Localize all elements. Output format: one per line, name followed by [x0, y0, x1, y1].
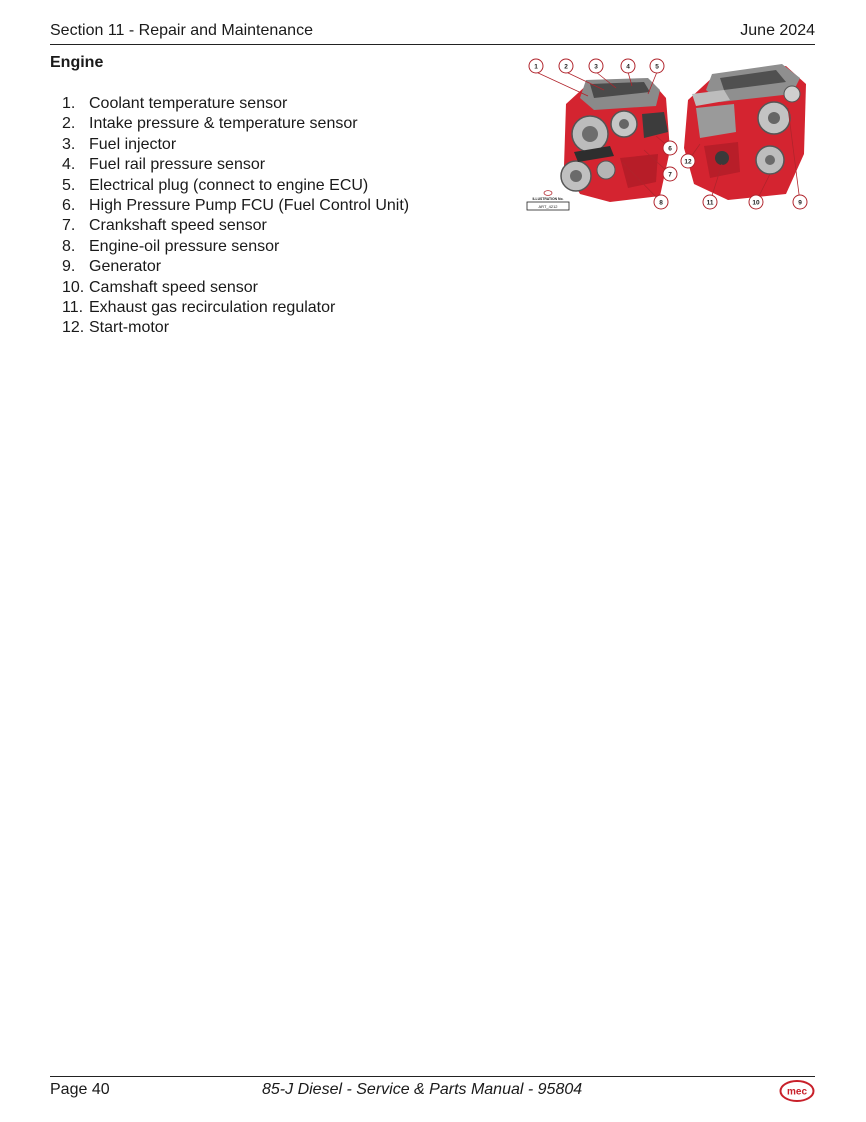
engine-right-view: [684, 64, 806, 200]
svg-text:11: 11: [706, 199, 714, 207]
header-date: June 2024: [740, 22, 815, 39]
svg-text:1: 1: [534, 63, 538, 71]
list-item: 9. Generator: [62, 258, 162, 276]
svg-text:5: 5: [655, 63, 659, 71]
svg-text:ART_4212: ART_4212: [538, 204, 558, 209]
svg-text:4: 4: [626, 63, 630, 71]
page-number: Page 40: [50, 1081, 110, 1098]
list-item: 5. Electrical plug (connect to engine ECU): [62, 176, 369, 194]
list-item: 2. Intake pressure & temperature sensor: [62, 115, 358, 133]
svg-text:10: 10: [752, 199, 760, 207]
list-item: 12. Start-motor: [62, 319, 170, 337]
manual-title: 85-J Diesel - Service & Parts Manual - 95804: [262, 1081, 583, 1098]
svg-text:3: 3: [594, 63, 598, 71]
page-header: [50, 22, 815, 45]
svg-text:7: 7: [668, 171, 672, 179]
svg-text:mec: mec: [786, 1086, 808, 1098]
list-item: 10. Camshaft speed sensor: [62, 278, 258, 296]
svg-text:2: 2: [564, 63, 568, 71]
section-title: Engine: [50, 54, 104, 71]
list-item: 3. Fuel injector: [62, 135, 177, 153]
list-item: 4. Fuel rail pressure sensor: [62, 156, 266, 174]
engine-left-view: [561, 78, 670, 202]
illustration-stamp: [527, 191, 569, 210]
list-item: 8. Engine-oil pressure sensor: [62, 237, 280, 255]
section-label: Section 11 - Repair and Maintenance: [50, 22, 313, 39]
svg-text:8: 8: [659, 199, 663, 207]
list-item: 7. Crankshaft speed sensor: [62, 217, 267, 235]
list-item: 1. Coolant temperature sensor: [62, 95, 288, 112]
svg-text:ILLUSTRATION No.: ILLUSTRATION No.: [532, 197, 564, 201]
list-item: 6. High Pressure Pump FCU (Fuel Control Unit): [62, 197, 410, 215]
svg-text:6: 6: [668, 145, 672, 153]
engine-parts-list: [62, 94, 409, 339]
mec-logo: [779, 1079, 815, 1103]
page-footer: [50, 1076, 815, 1107]
svg-text:12: 12: [684, 158, 692, 166]
svg-text:9: 9: [798, 199, 802, 207]
list-item: 11. Exhaust gas recirculation regulator: [62, 299, 336, 317]
engine-illustration: [524, 54, 816, 216]
